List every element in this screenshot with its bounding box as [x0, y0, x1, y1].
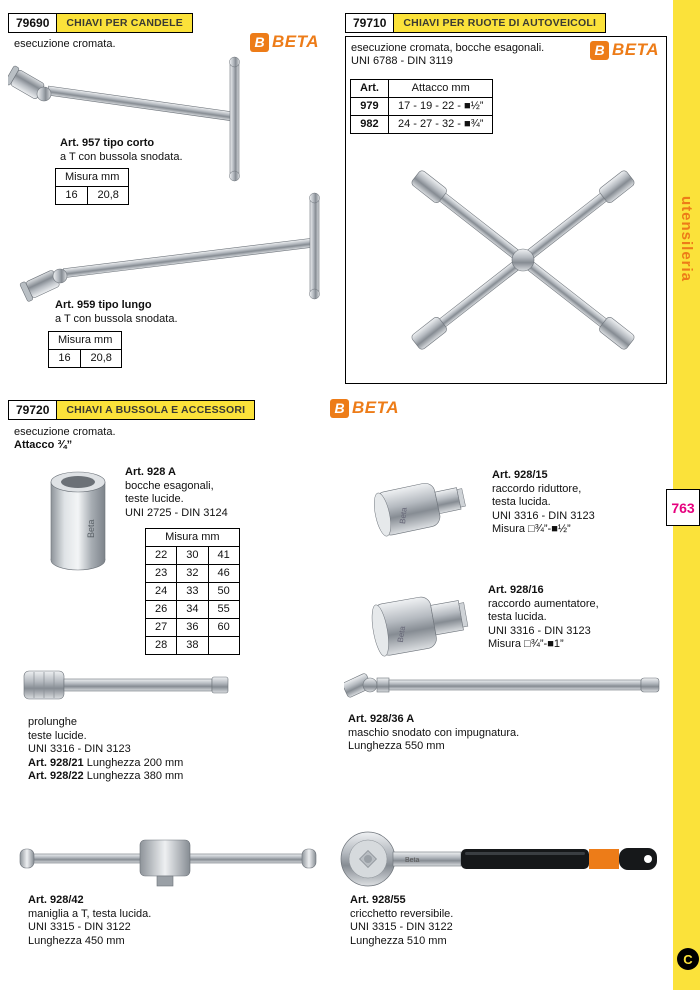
product-norm-928a: UNI 2725 - DIN 3124: [125, 506, 228, 519]
misura-cell: 41: [208, 547, 239, 565]
product-norm-928-16: UNI 3316 - DIN 3123: [488, 624, 591, 637]
misura-table-959: [48, 331, 122, 368]
section-title-ruote: CHIAVI PER RUOTE DI AUTOVEICOLI: [394, 13, 606, 33]
attacco-col-header: Art.: [351, 80, 389, 98]
product-norm-928-55: UNI 3315 - DIN 3122: [350, 921, 453, 933]
product-desc-928-36a: maschio snodato con impugnatura.: [348, 726, 520, 739]
beta-logo: [330, 398, 399, 418]
beta-wordmark: BETA: [352, 398, 400, 417]
product-desc-928-55: cricchetto reversibile.: [350, 907, 454, 920]
misura-cell: 24: [146, 583, 177, 601]
product-desc-928-16: testa lucida.: [488, 611, 547, 623]
misura-cell: 60: [208, 619, 239, 637]
svg-text:Beta: Beta: [405, 857, 420, 864]
attacco-cell-art: 979: [351, 98, 389, 116]
product-block-928-42: [28, 894, 151, 948]
product-desc-928-16: raccordo aumentatore,: [488, 597, 599, 610]
misura-cell: 38: [177, 637, 208, 655]
section-code-candele: 79690: [8, 13, 57, 33]
copyright-icon: C: [677, 948, 699, 970]
misura-cell: 22: [146, 547, 177, 565]
product-misura-928-15: Misura □¾”-■½”: [492, 523, 571, 535]
section-title-bussola: CHIAVI A BUSSOLA E ACCESSORI: [57, 400, 255, 420]
attacco-note-bussola: Attacco ¾”: [14, 439, 73, 451]
misura-cell: 26: [146, 601, 177, 619]
beta-wordmark: BETA: [612, 40, 660, 59]
product-desc-928-15: raccordo riduttore,: [492, 482, 582, 495]
prolunghe-item: [28, 757, 183, 771]
section-code-bussola: 79720: [8, 400, 57, 420]
misura-cell: 36: [177, 619, 208, 637]
finish-note-candele: esecuzione cromata.: [14, 38, 116, 50]
attacco-cell-sizes: 17 - 19 - 22 - ■½”: [388, 98, 493, 116]
product-len-928-21: Lunghezza 200 mm: [86, 756, 184, 769]
product-art-928-21: Art. 928/21: [28, 756, 84, 769]
misura-cell: 30: [177, 547, 208, 565]
misura-cell: 33: [177, 583, 208, 601]
misura-cell: 20,8: [87, 187, 128, 205]
side-category-label: utensileria: [678, 196, 695, 283]
finish-note-bussola: esecuzione cromata.: [14, 426, 116, 438]
product-art-928-22: Art. 928/22: [28, 770, 84, 782]
product-desc-959: a T con bussola snodata.: [55, 313, 178, 325]
product-art-959: Art. 959 tipo lungo: [55, 299, 152, 311]
product-art-928a: Art. 928 A: [125, 466, 176, 478]
beta-mark-icon: B: [330, 399, 349, 418]
socket-928a-image: [36, 460, 121, 578]
section-code-ruote: 79710: [345, 13, 394, 33]
beta-wordmark: BETA: [272, 32, 320, 51]
attacco-cell-sizes: 24 - 27 - 32 - ■¾”: [388, 116, 493, 134]
product-block-928-36a: [348, 713, 519, 754]
product-desc-957: a T con bussola snodata.: [60, 151, 183, 163]
product-desc-928-42: maniglia a T, testa lucida.: [28, 907, 152, 920]
attacco-table: [350, 79, 493, 134]
misura-table-928a: [145, 528, 240, 655]
misura-header: Misura mm: [49, 332, 122, 350]
prolunghe-desc: teste lucide.: [28, 729, 87, 742]
section-header-candele: [8, 13, 193, 33]
section-title-candele: CHIAVI PER CANDELE: [57, 13, 193, 33]
product-art-928-15: Art. 928/15: [492, 469, 548, 481]
product-len-928-42: Lunghezza 450 mm: [28, 934, 125, 947]
prolunghe-item: [28, 770, 183, 784]
cross-wheel-wrench-image: [388, 146, 658, 374]
beta-mark-icon: B: [250, 33, 269, 52]
product-art-928-16: Art. 928/16: [488, 584, 544, 596]
product-desc-928-15: testa lucida.: [492, 496, 551, 508]
product-block-928a: [125, 466, 228, 520]
product-len-928-55: Lunghezza 510 mm: [350, 934, 447, 947]
beta-mark-icon: B: [590, 41, 609, 60]
product-block-928-16: [488, 584, 599, 652]
product-misura-928-16: Misura □¾”-■1”: [488, 638, 564, 650]
misura-cell: 16: [49, 350, 81, 368]
product-block-928-55: [350, 894, 453, 948]
misura-cell: 50: [208, 583, 239, 601]
finish-note-ruote: esecuzione cromata, bocche esagonali.: [351, 42, 545, 54]
prolunghe-norm: UNI 3316 - DIN 3123: [28, 743, 131, 755]
norm-ruote: UNI 6788 - DIN 3119: [351, 55, 453, 67]
misura-cell: 32: [177, 565, 208, 583]
prolunghe-title: prolunghe: [28, 716, 77, 728]
adapter-928-16-image: [368, 583, 483, 667]
product-desc-928a: bocche esagonali,: [125, 479, 214, 492]
misura-cell: 16: [56, 187, 88, 205]
misura-cell: 20,8: [80, 350, 121, 368]
attacco-cell-art: 982: [351, 116, 389, 134]
ratchet-image: [335, 826, 665, 892]
extension-bar-image: [22, 663, 232, 709]
product-len-928-22: Lunghezza 380 mm: [86, 770, 184, 782]
misura-cell: 46: [208, 565, 239, 583]
misura-cell: 28: [146, 637, 177, 655]
product-art-928-42: Art. 928/42: [28, 894, 84, 906]
product-block-928-15: [492, 469, 595, 537]
product-art-928-36a: Art. 928/36 A: [348, 713, 415, 725]
beta-logo: [250, 32, 319, 52]
product-norm-928-42: UNI 3315 - DIN 3122: [28, 921, 131, 933]
attacco-col-header: Attacco mm: [388, 80, 493, 98]
page-number: 763: [666, 489, 700, 526]
spark-plug-wrench-long-image: [14, 192, 344, 307]
swivel-handle-bar-image: [344, 663, 664, 707]
spark-plug-wrench-short-image: [8, 52, 338, 187]
misura-cell: 55: [208, 601, 239, 619]
svg-text:Beta: Beta: [395, 625, 408, 644]
misura-cell: 34: [177, 601, 208, 619]
product-block-prolunghe: [28, 716, 183, 784]
product-len-928-36a: Lunghezza 550 mm: [348, 740, 445, 752]
product-art-957: Art. 957 tipo corto: [60, 137, 155, 149]
product-norm-928-15: UNI 3316 - DIN 3123: [492, 509, 595, 522]
product-desc-928a: teste lucide.: [125, 493, 184, 505]
svg-text:Beta: Beta: [86, 519, 96, 538]
svg-text:Beta: Beta: [397, 506, 409, 525]
misura-cell: [208, 637, 239, 655]
misura-header: Misura mm: [56, 169, 129, 187]
section-header-ruote: [345, 13, 606, 33]
misura-cell: 27: [146, 619, 177, 637]
sliding-t-handle-image: [18, 828, 318, 888]
misura-cell: 23: [146, 565, 177, 583]
product-art-928-55: Art. 928/55: [350, 894, 406, 906]
beta-logo: [590, 40, 659, 60]
adapter-928-15-image: [368, 468, 483, 546]
section-header-bussola: [8, 400, 255, 420]
misura-header: Misura mm: [146, 529, 240, 547]
